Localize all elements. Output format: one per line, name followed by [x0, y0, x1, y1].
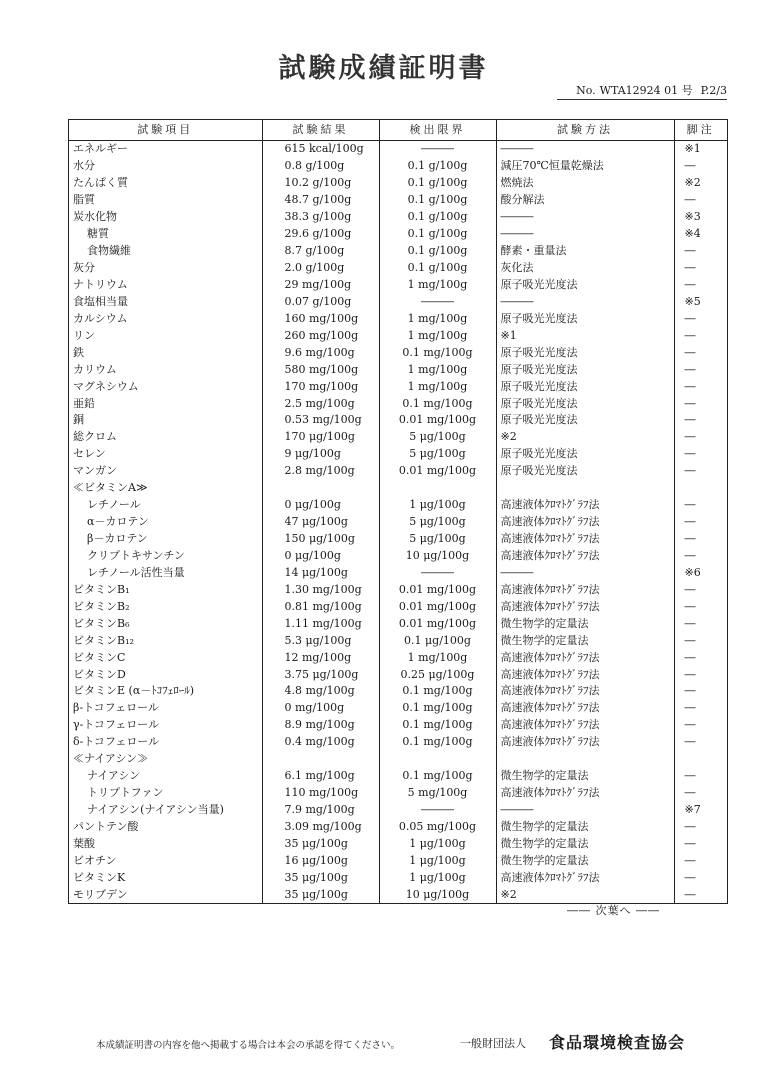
note-cell: ―	[674, 768, 727, 785]
limit-cell: 0.1 g/100g	[379, 158, 496, 175]
method-cell: 高速液体ｸﾛﾏﾄｸﾞﾗﾌ法	[496, 548, 674, 565]
table-row	[69, 615, 727, 632]
result-cell: 38.3 g/100g	[262, 209, 379, 226]
method-cell: ※1	[496, 327, 674, 344]
table-row	[69, 751, 727, 768]
limit-cell: 1 μg/100g	[379, 497, 496, 514]
table-row	[69, 175, 727, 192]
limit-cell: 0.1 g/100g	[379, 192, 496, 209]
note-cell: ―	[674, 548, 727, 565]
table-row	[69, 835, 727, 852]
item-cell: 食塩相当量	[73, 294, 128, 308]
item-cell: たんぱく質	[73, 176, 128, 190]
table-row	[69, 192, 727, 209]
result-cell: 110 mg/100g	[262, 785, 379, 802]
item-cell: ビタミンK	[73, 870, 126, 884]
item-cell: 食物繊維	[87, 244, 131, 258]
method-cell: 原子吸光光度法	[496, 344, 674, 361]
result-cell: 35 μg/100g	[262, 886, 379, 903]
table-row	[69, 886, 727, 903]
table-row	[69, 666, 727, 683]
method-cell: 微生物学的定量法	[496, 632, 674, 649]
method-cell: ※2	[496, 886, 674, 903]
table-row	[69, 344, 727, 361]
result-cell: 8.9 mg/100g	[262, 717, 379, 734]
result-cell: 4.8 mg/100g	[262, 683, 379, 700]
table-row	[69, 497, 727, 514]
limit-cell: 0.1 mg/100g	[379, 700, 496, 717]
result-cell: 5.3 μg/100g	[262, 632, 379, 649]
table-row	[69, 548, 727, 565]
note-cell: ―	[674, 243, 727, 260]
result-cell: 12 mg/100g	[262, 649, 379, 666]
result-cell: 170 mg/100g	[262, 378, 379, 395]
note-cell: ―	[674, 361, 727, 378]
note-cell: ―	[674, 327, 727, 344]
doc-no-value: WTA12924 01 号	[599, 84, 693, 97]
result-cell: 48.7 g/100g	[262, 192, 379, 209]
table-row	[69, 158, 727, 175]
note-cell	[674, 751, 727, 768]
method-cell: 高速液体ｸﾛﾏﾄｸﾞﾗﾌ法	[496, 598, 674, 615]
result-cell: 3.09 mg/100g	[262, 819, 379, 836]
method-cell: 原子吸光光度法	[496, 446, 674, 463]
item-cell: ≪ビタミンA≫	[73, 481, 148, 495]
table-row	[69, 514, 727, 531]
method-cell: 原子吸光光度法	[496, 395, 674, 412]
limit-cell: ―――	[379, 802, 496, 819]
item-cell: 葉酸	[73, 836, 95, 850]
method-cell: ―――	[496, 564, 674, 581]
item-cell: パントテン酸	[73, 819, 139, 833]
note-cell: ―	[674, 683, 727, 700]
result-cell: 260 mg/100g	[262, 327, 379, 344]
limit-cell: 1 μg/100g	[379, 852, 496, 869]
table-row	[69, 243, 727, 260]
item-cell: カルシウム	[73, 311, 128, 325]
item-cell: ナイアシン	[87, 769, 141, 783]
item-cell: セレン	[73, 447, 106, 461]
method-cell: 高速液体ｸﾛﾏﾄｸﾞﾗﾌ法	[496, 717, 674, 734]
limit-cell: 1 μg/100g	[379, 869, 496, 886]
result-cell: 0 μg/100g	[262, 497, 379, 514]
item-cell: α－カロテン	[87, 515, 149, 529]
note-cell: ―	[674, 615, 727, 632]
limit-cell: 0.1 mg/100g	[379, 717, 496, 734]
method-cell: 原子吸光光度法	[496, 412, 674, 429]
header-result: 試験結果	[262, 120, 379, 141]
table-row	[69, 260, 727, 277]
method-cell: 原子吸光光度法	[496, 378, 674, 395]
table-row	[69, 869, 727, 886]
result-cell: 160 mg/100g	[262, 310, 379, 327]
table-row	[69, 361, 727, 378]
table-row	[69, 463, 727, 480]
page-number: P.2/3	[700, 84, 727, 97]
result-cell: 10.2 g/100g	[262, 175, 379, 192]
note-cell: ―	[674, 531, 727, 548]
item-cell: ビタミンB₁	[73, 582, 130, 596]
note-cell: ―	[674, 598, 727, 615]
result-cell: 0.4 mg/100g	[262, 734, 379, 751]
result-cell: 9 μg/100g	[262, 446, 379, 463]
item-cell: 水分	[73, 159, 95, 173]
note-cell: ※5	[674, 293, 727, 310]
result-cell: 0.07 g/100g	[262, 293, 379, 310]
header-limit: 検出限界	[379, 120, 496, 141]
result-cell: 580 mg/100g	[262, 361, 379, 378]
limit-cell: 0.01 mg/100g	[379, 581, 496, 598]
note-cell: ―	[674, 412, 727, 429]
note-cell: ―	[674, 192, 727, 209]
result-cell	[262, 480, 379, 497]
method-cell: ―――	[496, 293, 674, 310]
result-cell: 1.30 mg/100g	[262, 581, 379, 598]
note-cell: ―	[674, 158, 727, 175]
limit-cell: 1 mg/100g	[379, 277, 496, 294]
note-cell: ―	[674, 666, 727, 683]
limit-cell: 0.05 mg/100g	[379, 819, 496, 836]
method-cell: 原子吸光光度法	[496, 277, 674, 294]
note-cell: ―	[674, 277, 727, 294]
item-cell: 亜鉛	[73, 396, 95, 410]
limit-cell: 5 μg/100g	[379, 531, 496, 548]
limit-cell: 1 mg/100g	[379, 310, 496, 327]
note-cell: ―	[674, 378, 727, 395]
limit-cell: 5 mg/100g	[379, 785, 496, 802]
item-cell: ビタミンD	[73, 667, 126, 681]
method-cell: 微生物学的定量法	[496, 768, 674, 785]
item-cell: クリプトキサンチン	[87, 548, 185, 562]
method-cell: 高速液体ｸﾛﾏﾄｸﾞﾗﾌ法	[496, 581, 674, 598]
method-cell: 高速液体ｸﾛﾏﾄｸﾞﾗﾌ法	[496, 785, 674, 802]
table-row	[69, 531, 727, 548]
result-cell: 0 mg/100g	[262, 700, 379, 717]
method-cell: 微生物学的定量法	[496, 819, 674, 836]
limit-cell: 0.1 mg/100g	[379, 683, 496, 700]
limit-cell	[379, 751, 496, 768]
item-cell: ナトリウム	[73, 277, 128, 291]
table-row	[69, 327, 727, 344]
item-cell: γ-トコフェロール	[73, 718, 160, 732]
table-row	[69, 700, 727, 717]
limit-cell: 1 mg/100g	[379, 361, 496, 378]
issuer-type: 一般財団法人	[460, 1037, 526, 1050]
item-cell: 総クロム	[73, 430, 117, 444]
note-cell: ―	[674, 581, 727, 598]
item-cell: トリプトファン	[87, 786, 164, 800]
result-cell: 35 μg/100g	[262, 869, 379, 886]
note-cell: ―	[674, 260, 727, 277]
item-cell: 鉄	[73, 345, 84, 359]
limit-cell: 1 mg/100g	[379, 649, 496, 666]
result-cell: 16 μg/100g	[262, 852, 379, 869]
table-row	[69, 378, 727, 395]
note-cell: ―	[674, 463, 727, 480]
method-cell: 減圧70℃恒量乾燥法	[496, 158, 674, 175]
limit-cell: ―――	[379, 293, 496, 310]
item-cell: β－カロテン	[87, 532, 148, 546]
result-cell: 0.81 mg/100g	[262, 598, 379, 615]
note-cell: ※4	[674, 226, 727, 243]
limit-cell: ―――	[379, 564, 496, 581]
note-cell	[674, 480, 727, 497]
note-cell: ※6	[674, 564, 727, 581]
limit-cell: 0.1 g/100g	[379, 209, 496, 226]
table-row	[69, 395, 727, 412]
table-row	[69, 412, 727, 429]
method-cell: 高速液体ｸﾛﾏﾄｸﾞﾗﾌ法	[496, 869, 674, 886]
result-cell: 9.6 mg/100g	[262, 344, 379, 361]
method-cell: 高速液体ｸﾛﾏﾄｸﾞﾗﾌ法	[496, 666, 674, 683]
note-cell: ―	[674, 835, 727, 852]
item-cell: カリウム	[73, 362, 117, 376]
document-title: 試験成績証明書	[278, 53, 489, 84]
limit-cell: 0.1 g/100g	[379, 226, 496, 243]
limit-cell: 5 μg/100g	[379, 446, 496, 463]
note-cell: ―	[674, 429, 727, 446]
item-cell: ビタミンC	[73, 650, 126, 664]
table-row	[69, 209, 727, 226]
note-cell: ―	[674, 649, 727, 666]
item-cell: ビタミンB₁₂	[73, 633, 134, 647]
method-cell	[496, 480, 674, 497]
method-cell: 原子吸光光度法	[496, 361, 674, 378]
table-row	[69, 785, 727, 802]
doc-no-label: No.	[576, 84, 596, 97]
note-cell: ―	[674, 785, 727, 802]
table-row	[69, 632, 727, 649]
header-note: 脚注	[674, 120, 727, 141]
result-cell: 0.8 g/100g	[262, 158, 379, 175]
method-cell: 高速液体ｸﾛﾏﾄｸﾞﾗﾌ法	[496, 734, 674, 751]
method-cell: 微生物学的定量法	[496, 852, 674, 869]
method-cell: 高速液体ｸﾛﾏﾄｸﾞﾗﾌ法	[496, 531, 674, 548]
method-cell: 原子吸光光度法	[496, 463, 674, 480]
note-cell: ―	[674, 632, 727, 649]
method-cell: ―――	[496, 802, 674, 819]
reproduction-notice: 本成績証明書の内容を他へ掲載する場合は本会の承認を得てください。	[96, 1040, 401, 1051]
method-cell: 高速液体ｸﾛﾏﾄｸﾞﾗﾌ法	[496, 649, 674, 666]
result-cell: 2.8 mg/100g	[262, 463, 379, 480]
result-cell: 47 μg/100g	[262, 514, 379, 531]
limit-cell: 0.1 mg/100g	[379, 395, 496, 412]
method-cell: 酵素・重量法	[496, 243, 674, 260]
table-row	[69, 768, 727, 785]
result-cell: 29 mg/100g	[262, 277, 379, 294]
table-row	[69, 683, 727, 700]
results-table	[69, 120, 727, 903]
result-cell: 3.75 μg/100g	[262, 666, 379, 683]
issuer-name: 食品環境検査協会	[549, 1033, 686, 1052]
result-cell: 0 μg/100g	[262, 548, 379, 565]
item-cell: マグネシウム	[73, 379, 139, 393]
limit-cell: 10 μg/100g	[379, 548, 496, 565]
limit-cell: ―――	[379, 141, 496, 158]
note-cell: ―	[674, 819, 727, 836]
header-method: 試験方法	[496, 120, 674, 141]
method-cell: 高速液体ｸﾛﾏﾄｸﾞﾗﾌ法	[496, 700, 674, 717]
limit-cell: 0.1 mg/100g	[379, 734, 496, 751]
method-cell: ―――	[496, 209, 674, 226]
item-cell: リン	[73, 328, 95, 342]
result-cell: 2.0 g/100g	[262, 260, 379, 277]
note-cell: ―	[674, 395, 727, 412]
method-cell: 微生物学的定量法	[496, 835, 674, 852]
item-cell: ビオチン	[73, 853, 117, 867]
item-cell: モリブデン	[73, 887, 128, 901]
method-cell	[496, 751, 674, 768]
note-cell: ※7	[674, 802, 727, 819]
table-row	[69, 446, 727, 463]
result-cell: 29.6 g/100g	[262, 226, 379, 243]
result-cell: 150 μg/100g	[262, 531, 379, 548]
table-row	[69, 226, 727, 243]
method-cell: 燃焼法	[496, 175, 674, 192]
limit-cell: 0.01 mg/100g	[379, 463, 496, 480]
item-cell: レチノール活性当量	[87, 565, 185, 579]
note-cell: ―	[674, 700, 727, 717]
note-cell: ※3	[674, 209, 727, 226]
result-cell: 615 kcal/100g	[262, 141, 379, 158]
item-cell: ビタミンB₆	[73, 616, 130, 630]
result-cell: 0.53 mg/100g	[262, 412, 379, 429]
item-cell: 糖質	[87, 227, 109, 241]
method-cell: 灰化法	[496, 260, 674, 277]
limit-cell: 10 μg/100g	[379, 886, 496, 903]
method-cell: ―――	[496, 141, 674, 158]
limit-cell: 1 μg/100g	[379, 835, 496, 852]
limit-cell: 0.1 g/100g	[379, 175, 496, 192]
note-cell: ―	[674, 869, 727, 886]
table-row	[69, 598, 727, 615]
table-row	[69, 802, 727, 819]
table-row	[69, 293, 727, 310]
method-cell: 高速液体ｸﾛﾏﾄｸﾞﾗﾌ法	[496, 683, 674, 700]
note-cell: ―	[674, 717, 727, 734]
note-cell: ―	[674, 310, 727, 327]
result-cell: 14 μg/100g	[262, 564, 379, 581]
method-cell: 微生物学的定量法	[496, 615, 674, 632]
table-row	[69, 480, 727, 497]
limit-cell: 0.1 mg/100g	[379, 344, 496, 361]
table-row	[69, 717, 727, 734]
table-row	[69, 277, 727, 294]
limit-cell: 1 mg/100g	[379, 378, 496, 395]
note-cell: ―	[674, 852, 727, 869]
table-row	[69, 141, 727, 158]
table-row	[69, 819, 727, 836]
limit-cell: 0.1 g/100g	[379, 243, 496, 260]
result-cell: 2.5 mg/100g	[262, 395, 379, 412]
note-cell: ※1	[674, 141, 727, 158]
item-cell: 銅	[73, 413, 84, 427]
note-cell: ―	[674, 514, 727, 531]
item-cell: δ-トコフェロール	[73, 735, 160, 749]
item-cell: ナイアシン(ナイアシン当量)	[87, 803, 224, 817]
limit-cell	[379, 480, 496, 497]
document-number	[557, 82, 727, 100]
result-cell: 8.7 g/100g	[262, 243, 379, 260]
continued-next-page: ―― 次葉へ ――	[567, 904, 660, 917]
method-cell: 高速液体ｸﾛﾏﾄｸﾞﾗﾌ法	[496, 497, 674, 514]
limit-cell: 0.01 mg/100g	[379, 615, 496, 632]
item-cell: 灰分	[73, 261, 95, 275]
note-cell: ―	[674, 734, 727, 751]
limit-cell: 0.01 mg/100g	[379, 598, 496, 615]
item-cell: エネルギー	[73, 142, 128, 156]
method-cell: 原子吸光光度法	[496, 310, 674, 327]
limit-cell: 0.25 μg/100g	[379, 666, 496, 683]
table-row	[69, 564, 727, 581]
table-row	[69, 429, 727, 446]
limit-cell: 0.01 mg/100g	[379, 412, 496, 429]
method-cell: ※2	[496, 429, 674, 446]
limit-cell: 0.1 g/100g	[379, 260, 496, 277]
note-cell: ―	[674, 497, 727, 514]
table-row	[69, 649, 727, 666]
table-header-row	[69, 120, 727, 141]
method-cell: 酸分解法	[496, 192, 674, 209]
table-row	[69, 852, 727, 869]
limit-cell: 5 μg/100g	[379, 429, 496, 446]
method-cell: 高速液体ｸﾛﾏﾄｸﾞﾗﾌ法	[496, 514, 674, 531]
results-table-frame	[68, 119, 728, 904]
result-cell: 7.9 mg/100g	[262, 802, 379, 819]
result-cell: 6.1 mg/100g	[262, 768, 379, 785]
table-body	[69, 141, 727, 904]
limit-cell: 0.1 μg/100g	[379, 632, 496, 649]
item-cell: レチノール	[87, 498, 141, 512]
item-cell: β-トコフェロール	[73, 701, 159, 715]
item-cell: マンガン	[73, 464, 117, 478]
result-cell: 1.11 mg/100g	[262, 615, 379, 632]
table-row	[69, 310, 727, 327]
item-cell: 炭水化物	[73, 210, 117, 224]
method-cell: ―――	[496, 226, 674, 243]
note-cell: ※2	[674, 175, 727, 192]
limit-cell: 5 μg/100g	[379, 514, 496, 531]
table-row	[69, 581, 727, 598]
result-cell: 35 μg/100g	[262, 835, 379, 852]
limit-cell: 0.1 mg/100g	[379, 768, 496, 785]
result-cell	[262, 751, 379, 768]
item-cell: 脂質	[73, 193, 95, 207]
limit-cell: 1 mg/100g	[379, 327, 496, 344]
table-row	[69, 734, 727, 751]
result-cell: 170 μg/100g	[262, 429, 379, 446]
note-cell: ―	[674, 446, 727, 463]
item-cell: ≪ナイアシン≫	[73, 752, 149, 766]
header-item: 試験項目	[69, 120, 262, 141]
note-cell: ―	[674, 344, 727, 361]
item-cell: ビタミンB₂	[73, 599, 130, 613]
note-cell: ―	[674, 886, 727, 903]
item-cell: ビタミンE (α－ﾄｺﾌｪﾛｰﾙ)	[73, 684, 195, 698]
